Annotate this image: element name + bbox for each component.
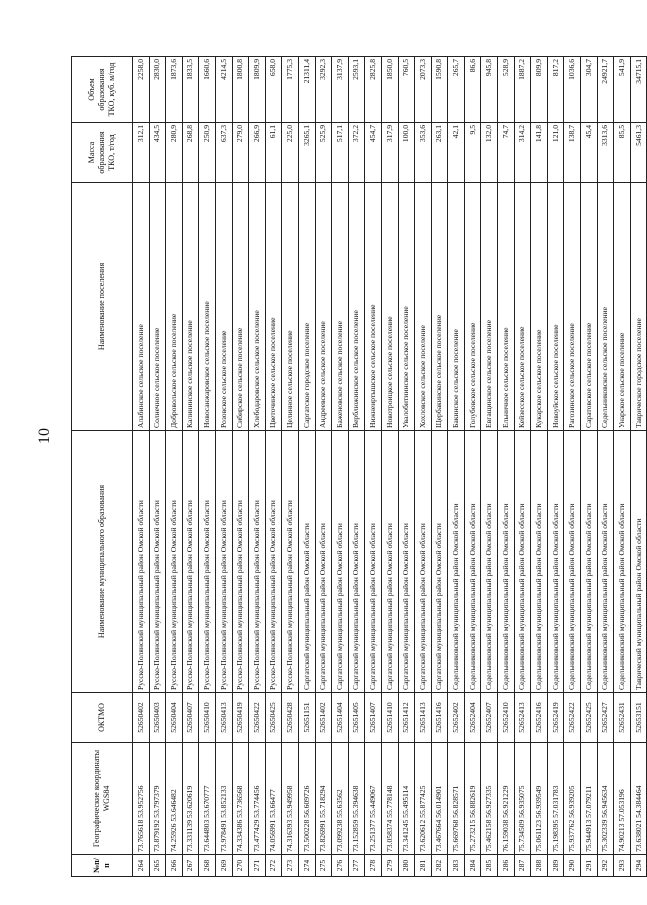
- table-row: [597, 57, 614, 877]
- cell-volume: 1775,3: [282, 57, 299, 123]
- table-row: [182, 57, 199, 877]
- cell-municipality: Седельниковский муниципальный район Омской области: [531, 431, 548, 693]
- cell-mass: 100,0: [398, 123, 415, 183]
- cell-coords: 75.944913 57.079211: [581, 743, 598, 855]
- cell-oktmo: 52652410: [498, 693, 515, 743]
- cell-volume: 1850,0: [381, 57, 398, 123]
- cell-coords: 73.331139 53.620619: [182, 743, 199, 855]
- cell-municipality: Седельниковский муниципальный район Омской области: [614, 431, 631, 693]
- cell-volume: 304,7: [581, 57, 598, 123]
- table-row: [514, 57, 531, 877]
- cell-volume: 1833,5: [182, 57, 199, 123]
- cell-volume: 2830,0: [149, 57, 166, 123]
- cell-municipality: Седельниковский муниципальный район Омской области: [514, 431, 531, 693]
- cell-volume: 528,9: [498, 57, 515, 123]
- cell-no: 284: [464, 855, 481, 877]
- cell-coords: 75.462158 56.927335: [481, 743, 498, 855]
- cell-mass: 42,1: [448, 123, 465, 183]
- cell-coords: 73.467664 56.014901: [431, 743, 448, 855]
- header-coords: Географические координаты WGS84: [72, 743, 133, 855]
- cell-no: 283: [448, 855, 465, 877]
- cell-no: 294: [630, 855, 647, 877]
- cell-oktmo: 52651407: [365, 693, 382, 743]
- table-row: [199, 57, 216, 877]
- cell-oktmo: 52652425: [581, 693, 598, 743]
- cell-oktmo: 52650419: [232, 693, 249, 743]
- table-row: [166, 57, 183, 877]
- cell-no: 289: [547, 855, 564, 877]
- cell-oktmo: 52650425: [265, 693, 282, 743]
- cell-no: 288: [531, 855, 548, 877]
- header-settlement: Наименование поселения: [72, 183, 133, 431]
- cell-volume: 4214,5: [215, 57, 232, 123]
- cell-mass: 225,0: [282, 123, 299, 183]
- cell-coords: 75.734509 56.935075: [514, 743, 531, 855]
- cell-mass: 132,0: [481, 123, 498, 183]
- cell-settlement: Новоуйское сельское поселение: [547, 183, 564, 431]
- cell-volume: 541,9: [614, 57, 631, 123]
- cell-mass: 85,5: [614, 123, 631, 183]
- cell-municipality: Русско-Полянский муниципальный район Омской области: [199, 431, 216, 693]
- cell-oktmo: 52650404: [166, 693, 183, 743]
- cell-settlement: Андреевское сельское поселение: [315, 183, 332, 431]
- cell-municipality: Таврический муниципальный район Омской области: [630, 431, 647, 693]
- table-body: [133, 57, 647, 877]
- table-row: [431, 57, 448, 877]
- cell-mass: 454,7: [365, 123, 382, 183]
- cell-settlement: Евгащинское сельское поселение: [481, 183, 498, 431]
- cell-municipality: Русско-Полянский муниципальный район Омской области: [265, 431, 282, 693]
- cell-oktmo: 52652422: [564, 693, 581, 743]
- cell-volume: 1800,8: [232, 57, 249, 123]
- cell-no: 281: [415, 855, 432, 877]
- cell-no: 269: [215, 855, 232, 877]
- cell-mass: 312,1: [133, 123, 150, 183]
- table-header-row: [72, 57, 133, 877]
- cell-settlement: Кейзесское сельское поселение: [514, 183, 531, 431]
- cell-mass: 279,0: [232, 123, 249, 183]
- cell-no: 270: [232, 855, 249, 877]
- cell-volume: 265,7: [448, 57, 465, 123]
- cell-oktmo: 52650407: [182, 693, 199, 743]
- cell-coords: 73.251377 55.449067: [365, 743, 382, 855]
- cell-municipality: Саргатский муниципальный район Омской области: [381, 431, 398, 693]
- cell-settlement: Саргатское городское поселение: [298, 183, 315, 431]
- cell-no: 266: [166, 855, 183, 877]
- header-mass: Масса образования ТКО, т/год: [72, 123, 133, 183]
- cell-mass: 141,8: [531, 123, 548, 183]
- header-oktmo: ОКТМО: [72, 693, 133, 743]
- cell-mass: 9,5: [464, 123, 481, 183]
- cell-coords: 73.620612 55.877425: [415, 743, 432, 855]
- cell-volume: 2825,8: [365, 57, 382, 123]
- cell-settlement: Ельничное сельское поселение: [498, 183, 515, 431]
- cell-municipality: Седельниковский муниципальный район Омской области: [464, 431, 481, 693]
- table-row: [282, 57, 299, 877]
- cell-coords: 75.273215 56.882619: [464, 743, 481, 855]
- cell-oktmo: 52651151: [298, 693, 315, 743]
- cell-no: 292: [597, 855, 614, 877]
- cell-mass: 266,9: [249, 123, 266, 183]
- cell-coords: 75.302339 56.945634: [597, 743, 614, 855]
- cell-oktmo: 52651404: [332, 693, 349, 743]
- cell-municipality: Седельниковский муниципальный район Омской области: [481, 431, 498, 693]
- cell-no: 271: [249, 855, 266, 877]
- cell-oktmo: 52652416: [531, 693, 548, 743]
- cell-municipality: Русско-Полянский муниципальный район Омской области: [149, 431, 166, 693]
- cell-oktmo: 52652407: [481, 693, 498, 743]
- cell-mass: 61,1: [265, 123, 282, 183]
- table-row: [630, 57, 647, 877]
- cell-settlement: Новотроицкое сельское поселение: [381, 183, 398, 431]
- cell-oktmo: 52651412: [398, 693, 415, 743]
- cell-no: 277: [348, 855, 365, 877]
- cell-volume: 1887,2: [514, 57, 531, 123]
- header-municipality: Наименование муниципального образования: [72, 431, 133, 693]
- table-row: [398, 57, 415, 877]
- cell-coords: 73.152859 55.394638: [348, 743, 365, 855]
- cell-oktmo: 52651405: [348, 693, 365, 743]
- cell-mass: 5461,3: [630, 123, 647, 183]
- cell-coords: 73.978491 53.852133: [215, 743, 232, 855]
- cell-no: 276: [332, 855, 349, 877]
- cell-no: 290: [564, 855, 581, 877]
- cell-mass: 517,1: [332, 123, 349, 183]
- page-number: 10: [36, 428, 53, 444]
- cell-coords: 74.25926 53.646482: [166, 743, 183, 855]
- cell-no: 265: [149, 855, 166, 877]
- cell-no: 267: [182, 855, 199, 877]
- table-row: [232, 57, 249, 877]
- cell-settlement: Солнечное сельское поселение: [149, 183, 166, 431]
- header-volume: Объем образования ТКО, куб. м/год: [72, 57, 133, 123]
- cell-volume: 24921,7: [597, 57, 614, 123]
- cell-settlement: Голубовское сельское поселение: [464, 183, 481, 431]
- document-table-container: [71, 57, 647, 877]
- cell-no: 280: [398, 855, 415, 877]
- cell-municipality: Саргатский муниципальный район Омской области: [332, 431, 349, 693]
- cell-settlement: Бакинское сельское поселение: [448, 183, 465, 431]
- cell-volume: 3292,3: [315, 57, 332, 123]
- table-row: [547, 57, 564, 877]
- cell-volume: 1873,6: [166, 57, 183, 123]
- table-row: [381, 57, 398, 877]
- cell-volume: 658,0: [265, 57, 282, 123]
- cell-mass: 525,9: [315, 123, 332, 183]
- cell-no: 272: [265, 855, 282, 877]
- cell-municipality: Седельниковский муниципальный район Омской области: [564, 431, 581, 693]
- table-row: [415, 57, 432, 877]
- cell-municipality: Седельниковский муниципальный район Омской области: [547, 431, 564, 693]
- table-row: [365, 57, 382, 877]
- table-row: [215, 57, 232, 877]
- cell-settlement: Седельниковское сельское поселение: [597, 183, 614, 431]
- cell-settlement: Саратовское сельское поселение: [581, 183, 598, 431]
- cell-municipality: Русско-Полянский муниципальный район Омской области: [215, 431, 232, 693]
- cell-oktmo: 52651413: [415, 693, 432, 743]
- table-row: [464, 57, 481, 877]
- cell-no: 264: [133, 855, 150, 877]
- table-row: [315, 57, 332, 877]
- cell-volume: 2258,0: [133, 57, 150, 123]
- cell-volume: 21311,4: [298, 57, 315, 123]
- cell-oktmo: 52650413: [215, 693, 232, 743]
- cell-oktmo: 52652431: [614, 693, 631, 743]
- cell-no: 285: [481, 855, 498, 877]
- cell-mass: 314,2: [514, 123, 531, 183]
- table-row: [149, 57, 166, 877]
- cell-coords: 75.937762 56.939205: [564, 743, 581, 855]
- cell-no: 275: [315, 855, 332, 877]
- cell-volume: 2073,3: [415, 57, 432, 123]
- cell-settlement: Таврическое городское поселение: [630, 183, 647, 431]
- table-row: [481, 57, 498, 877]
- cell-oktmo: 52650410: [199, 693, 216, 743]
- cell-coords: 73.638021 54.384464: [630, 743, 647, 855]
- cell-oktmo: 52653151: [630, 693, 647, 743]
- cell-settlement: Рагозинское сельское поселение: [564, 183, 581, 431]
- cell-no: 286: [498, 855, 515, 877]
- cell-settlement: Хлебодаровское сельское поселение: [249, 183, 266, 431]
- cell-settlement: Целинное сельское поселение: [282, 183, 299, 431]
- cell-coords: 73.644803 53.670777: [199, 743, 216, 855]
- cell-municipality: Саргатский муниципальный район Омской области: [315, 431, 332, 693]
- cell-oktmo: 52650428: [282, 693, 299, 743]
- cell-mass: 372,2: [348, 123, 365, 183]
- cell-coords: 73.765618 53.952756: [133, 743, 150, 855]
- cell-oktmo: 52650422: [249, 693, 266, 743]
- cell-settlement: Розовское сельское поселение: [215, 183, 232, 431]
- cell-settlement: Хохловское сельское поселение: [415, 183, 432, 431]
- cell-settlement: Увалобитиинское сельское поселение: [398, 183, 415, 431]
- cell-settlement: Нижнеиртышское сельское поселение: [365, 183, 382, 431]
- cell-no: 279: [381, 855, 398, 877]
- cell-coords: 73.099238 55.63562: [332, 743, 349, 855]
- cell-mass: 45,4: [581, 123, 598, 183]
- cell-volume: 1036,6: [564, 57, 581, 123]
- cell-volume: 1660,6: [199, 57, 216, 123]
- table-row: [564, 57, 581, 877]
- cell-municipality: Саргатский муниципальный район Омской области: [365, 431, 382, 693]
- cell-coords: 73.826991 55.718294: [315, 743, 332, 855]
- cell-no: 287: [514, 855, 531, 877]
- cell-mass: 138,7: [564, 123, 581, 183]
- cell-oktmo: 52652419: [547, 693, 564, 743]
- cell-settlement: Щербакинское сельское поселение: [431, 183, 448, 431]
- cell-settlement: Сибирское сельское поселение: [232, 183, 249, 431]
- cell-oktmo: 52652402: [448, 693, 465, 743]
- cell-coords: 75.061123 56.939549: [531, 743, 548, 855]
- cell-coords: 75.669768 56.828571: [448, 743, 465, 855]
- cell-volume: 817,2: [547, 57, 564, 123]
- cell-no: 273: [282, 855, 299, 877]
- cell-mass: 3313,6: [597, 123, 614, 183]
- cell-municipality: Седельниковский муниципальный район Омской области: [597, 431, 614, 693]
- cell-municipality: Русско-Полянский муниципальный район Омской области: [282, 431, 299, 693]
- table-row: [332, 57, 349, 877]
- table-row: [448, 57, 465, 877]
- table-row: [249, 57, 266, 877]
- cell-mass: 637,3: [215, 123, 232, 183]
- cell-settlement: Новосанжаровское сельское поселение: [199, 183, 216, 431]
- cell-settlement: Верблюжинское сельское поселение: [348, 183, 365, 431]
- cell-mass: 268,8: [182, 123, 199, 183]
- cell-coords: 73.879192 53.797379: [149, 743, 166, 855]
- cell-no: 278: [365, 855, 382, 877]
- cell-volume: 3137,9: [332, 57, 349, 123]
- cell-municipality: Седельниковский муниципальный район Омской области: [498, 431, 515, 693]
- cell-settlement: Калининское сельское поселение: [182, 183, 199, 431]
- cell-oktmo: 52651402: [315, 693, 332, 743]
- cell-coords: 75.198395 57.031783: [547, 743, 564, 855]
- cell-volume: 809,9: [531, 57, 548, 123]
- cell-mass: 317,9: [381, 123, 398, 183]
- cell-municipality: Русско-Полянский муниципальный район Омской области: [232, 431, 249, 693]
- cell-no: 268: [199, 855, 216, 877]
- cell-coords: 74.316393 53.949958: [282, 743, 299, 855]
- cell-mass: 74,7: [498, 123, 515, 183]
- cell-settlement: Кукарское сельское поселение: [531, 183, 548, 431]
- cell-municipality: Саргатский муниципальный район Омской области: [415, 431, 432, 693]
- cell-coords: 74.056991 53.66477: [265, 743, 282, 855]
- cell-municipality: Русско-Полянский муниципальный район Омской области: [249, 431, 266, 693]
- cell-coords: 74.334386 53.736568: [232, 743, 249, 855]
- table-row: [581, 57, 598, 877]
- cell-mass: 263,1: [431, 123, 448, 183]
- cell-volume: 86,6: [464, 57, 481, 123]
- cell-volume: 760,5: [398, 57, 415, 123]
- cell-oktmo: 52651416: [431, 693, 448, 743]
- cell-volume: 1590,8: [431, 57, 448, 123]
- table-row: [298, 57, 315, 877]
- cell-municipality: Саргатский муниципальный район Омской области: [298, 431, 315, 693]
- cell-mass: 353,6: [415, 123, 432, 183]
- header-no: №п/п: [72, 855, 133, 877]
- cell-mass: 250,9: [199, 123, 216, 183]
- cell-no: 282: [431, 855, 448, 877]
- cell-volume: 34715,1: [630, 57, 647, 123]
- cell-settlement: Унарское сельское поселение: [614, 183, 631, 431]
- cell-no: 291: [581, 855, 598, 877]
- cell-municipality: Седельниковский муниципальный район Омской области: [581, 431, 598, 693]
- cell-mass: 121,0: [547, 123, 564, 183]
- cell-municipality: Саргатский муниципальный район Омской области: [398, 431, 415, 693]
- cell-settlement: Цветочинское сельское поселение: [265, 183, 282, 431]
- cell-no: 274: [298, 855, 315, 877]
- cell-municipality: Русско-Полянский муниципальный район Омской области: [182, 431, 199, 693]
- cell-municipality: Седельниковский муниципальный район Омской области: [448, 431, 465, 693]
- table-row: [133, 57, 150, 877]
- cell-coords: 76.159038 56.921229: [498, 743, 515, 855]
- cell-settlement: Добровольское сельское поселение: [166, 183, 183, 431]
- cell-oktmo: 52651410: [381, 693, 398, 743]
- cell-coords: 73.341245 55.495114: [398, 743, 415, 855]
- cell-municipality: Саргатский муниципальный район Омской области: [431, 431, 448, 693]
- table-row: [614, 57, 631, 877]
- cell-mass: 434,5: [149, 123, 166, 183]
- cell-volume: 1809,9: [249, 57, 266, 123]
- cell-no: 293: [614, 855, 631, 877]
- cell-municipality: Русско-Полянский муниципальный район Омской области: [166, 431, 183, 693]
- cell-coords: 73.058374 55.778148: [381, 743, 398, 855]
- cell-oktmo: 52652427: [597, 693, 614, 743]
- cell-settlement: Баженовское сельское поселение: [332, 183, 349, 431]
- cell-oktmo: 52650403: [149, 693, 166, 743]
- cell-mass: 280,9: [166, 123, 183, 183]
- table-row: [265, 57, 282, 877]
- cell-mass: 3265,1: [298, 123, 315, 183]
- cell-municipality: Саргатский муниципальный район Омской области: [348, 431, 365, 693]
- table-row: [348, 57, 365, 877]
- cell-volume: 2593,1: [348, 57, 365, 123]
- cell-coords: 73.477429 53.774456: [249, 743, 266, 855]
- cell-volume: 945,8: [481, 57, 498, 123]
- waste-table: [71, 56, 647, 877]
- table-row: [531, 57, 548, 877]
- cell-coords: 74.90213 57.053196: [614, 743, 631, 855]
- table-row: [498, 57, 515, 877]
- cell-coords: 73.500228 56.609726: [298, 743, 315, 855]
- cell-oktmo: 52652413: [514, 693, 531, 743]
- cell-settlement: Алабинское сельское поселение: [133, 183, 150, 431]
- cell-oktmo: 52652404: [464, 693, 481, 743]
- cell-oktmo: 52650402: [133, 693, 150, 743]
- cell-municipality: Русско-Полянский муниципальный район Омской области: [133, 431, 150, 693]
